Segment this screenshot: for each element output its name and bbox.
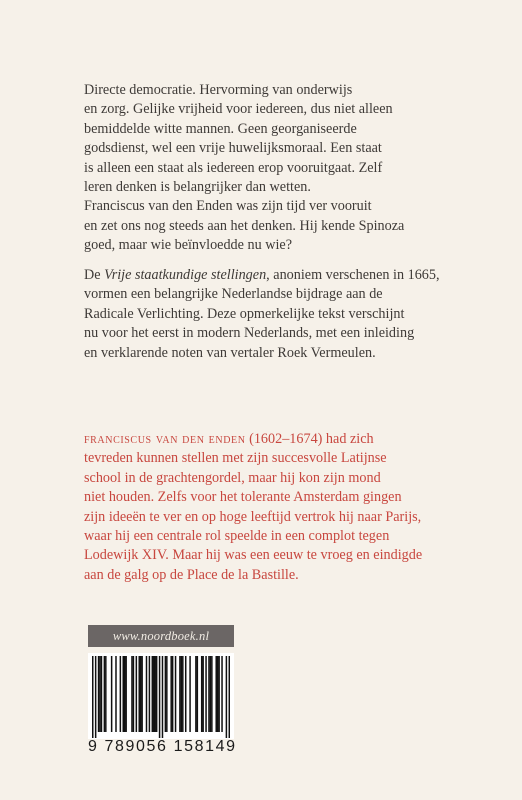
blurb-line: nu voor het eerst in modern Nederlands, met een inleiding bbox=[84, 325, 415, 342]
barcode-bar bbox=[95, 656, 97, 738]
bio-line bbox=[84, 430, 484, 449]
blurb-line: goed, maar wie beïnvloedde nu wie? bbox=[84, 237, 293, 254]
barcode-bar bbox=[179, 656, 181, 732]
barcode-bar bbox=[125, 656, 127, 732]
barcode-bar bbox=[166, 656, 168, 732]
blurb-line: is alleen een staat als iedereen erop vooruitgaat. Zelf bbox=[84, 159, 383, 176]
blurb-paragraph-2 bbox=[84, 266, 484, 363]
barcode-bar bbox=[136, 656, 138, 732]
barcode-bar bbox=[124, 656, 126, 732]
barcode-bar bbox=[170, 656, 172, 732]
barcode-bar bbox=[153, 656, 155, 732]
barcode-bar bbox=[175, 656, 177, 732]
blurb-line: vormen een belangrijke Nederlandse bijdrage aan de bbox=[84, 286, 383, 303]
barcode-bar bbox=[156, 656, 158, 732]
barcode-bar bbox=[226, 656, 228, 738]
barcode-bar bbox=[159, 656, 161, 738]
barcode-bar bbox=[140, 656, 142, 732]
publisher-url: www.noordboek.nl bbox=[88, 625, 234, 647]
barcode-bar bbox=[92, 656, 94, 738]
blurb-line: en verklarende noten van vertaler Roek Vermeulen. bbox=[84, 344, 376, 361]
blurb-line bbox=[84, 266, 484, 285]
bio-line: niet houden. Zelfs voor het tolerante Amsterdam gingen bbox=[84, 489, 402, 506]
barcode-bar bbox=[141, 656, 143, 732]
isbn-barcode bbox=[88, 653, 234, 739]
barcode-bar bbox=[154, 656, 156, 732]
blurb-line: leren denken is belangrijker dan wetten. bbox=[84, 179, 311, 196]
bio-line: Lodewijk XIV. Maar hij was een eeuw te vroeg en eindigde bbox=[84, 547, 423, 564]
barcode-bar bbox=[172, 656, 174, 732]
barcode-bar bbox=[101, 656, 103, 732]
barcode-bar bbox=[189, 656, 191, 732]
barcode-bar bbox=[181, 656, 183, 732]
barcode-bar bbox=[218, 656, 220, 732]
barcode-bar bbox=[182, 656, 184, 732]
blurb-paragraph-1 bbox=[84, 81, 484, 256]
barcode-bar bbox=[202, 656, 204, 732]
barcode-bar bbox=[105, 656, 107, 732]
barcode-bar bbox=[229, 656, 230, 738]
barcode-bar bbox=[215, 656, 217, 732]
author-name: franciscus van den enden bbox=[84, 431, 246, 447]
barcode-bars bbox=[92, 656, 230, 738]
blurb-line: godsdienst, wel een vrije huwelijksmoraal. Een staat bbox=[84, 140, 382, 157]
bio-line: school in de grachtengordel, maar hij kon zijn mond bbox=[84, 469, 381, 486]
blurb-line: bemiddelde witte mannen. Geen georganiseerde bbox=[84, 120, 357, 137]
bio-suffix: (1602–1674) had zich bbox=[245, 431, 374, 447]
barcode-bar bbox=[217, 656, 219, 732]
barcode-bar bbox=[138, 656, 140, 732]
blurb-line: en zorg. Gelijke vrijheid voor iedereen, dus niet alleen bbox=[84, 101, 393, 118]
barcode-bar bbox=[210, 656, 212, 732]
bio-line: zijn ideeën te ver en op hoge leeftijd vertrok hij naar Parijs, bbox=[84, 508, 422, 525]
barcode-bar bbox=[133, 656, 135, 732]
barcode-bar bbox=[185, 656, 187, 732]
barcode-bar bbox=[195, 656, 197, 732]
barcode-bar bbox=[123, 656, 125, 732]
blurb-line: Directe democratie. Hervorming van onderwijs bbox=[84, 82, 353, 98]
barcode-bar bbox=[205, 656, 207, 732]
bio-line: aan de galg op de Place de la Bastille. bbox=[84, 566, 299, 583]
barcode-bar bbox=[201, 656, 203, 732]
barcode-bar bbox=[221, 656, 223, 732]
book-title-italic: Vrije staatkundige stellingen bbox=[104, 267, 267, 283]
isbn-number: 9 789056 158149 bbox=[88, 738, 237, 755]
barcode-bar bbox=[104, 656, 106, 732]
barcode-bar bbox=[149, 656, 151, 732]
bio-line: tevreden kunnen stellen met zijn succesvolle Latijnse bbox=[84, 450, 387, 467]
blurb-line: en zet ons nog steeds aan het denken. Hij kende Spinoza bbox=[84, 217, 405, 234]
author-bio bbox=[84, 430, 484, 585]
barcode-bar bbox=[99, 656, 101, 732]
barcode-bar bbox=[208, 656, 210, 732]
barcode-bar bbox=[146, 656, 148, 732]
blurb-line: Franciscus van den Enden was zijn tijd ver vooruit bbox=[84, 198, 372, 215]
bio-line: waar hij een centrale rol speelde in een complot tegen bbox=[84, 528, 390, 545]
blurb-line: Radicale Verlichting. Deze opmerkelijke tekst verschijnt bbox=[84, 305, 405, 322]
barcode-bar bbox=[197, 656, 199, 732]
barcode-bar bbox=[120, 656, 122, 732]
barcode-bar bbox=[115, 656, 117, 732]
blurb-suffix: , anoniem verschenen in 1665, bbox=[266, 267, 440, 283]
barcode-bar bbox=[111, 656, 113, 732]
barcode-bar bbox=[211, 656, 213, 732]
barcode-bar bbox=[162, 656, 164, 738]
barcode-bar bbox=[131, 656, 133, 732]
blurb-prefix: De bbox=[84, 267, 105, 283]
barcode-bar bbox=[98, 656, 100, 732]
barcode-bar bbox=[152, 656, 154, 732]
barcode-bar bbox=[165, 656, 167, 732]
